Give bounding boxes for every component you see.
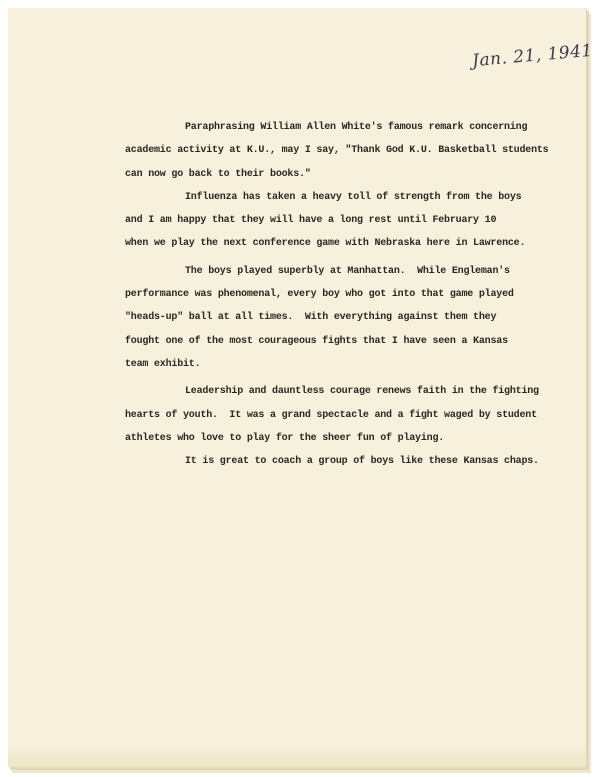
text-line: team exhibit.: [125, 358, 201, 370]
text-line: Leadership and dauntless courage renews faith in the fighting: [185, 386, 539, 398]
page-edge-shadow: [8, 745, 586, 767]
text-line: "heads-up" ball at all times. With everything against them they: [125, 312, 497, 324]
text-line: The boys played superbly at Manhattan. While Engleman's: [185, 265, 510, 277]
text-line: fought one of the most courageous fights that I have seen a Kansas: [125, 335, 508, 347]
text-line: and I am happy that they will have a long rest until February 10: [125, 215, 497, 227]
typed-letter-body: [125, 116, 549, 473]
handwritten-date: Jan. 21, 1941: [471, 40, 594, 72]
text-line: It is great to coach a group of boys like these Kansas chaps.: [185, 456, 539, 468]
text-line: can now go back to their books.": [125, 168, 311, 180]
text-line: Influenza has taken a heavy toll of strength from the boys: [185, 191, 522, 203]
text-line: athletes who love to play for the sheer fun of playing.: [125, 432, 445, 444]
text-line: Paraphrasing William Allen White's famous remark concerning: [185, 122, 528, 133]
text-line: when we play the next conference game with Nebraska here in Lawrence.: [125, 238, 526, 250]
text-line: performance was phenomenal, every boy who got into that game played: [125, 289, 514, 301]
text-line: academic activity at K.U., may I say, "Thank God K.U. Basketball students: [125, 145, 549, 157]
text-line: hearts of youth. It was a grand spectacle and a fight waged by student: [125, 409, 537, 421]
